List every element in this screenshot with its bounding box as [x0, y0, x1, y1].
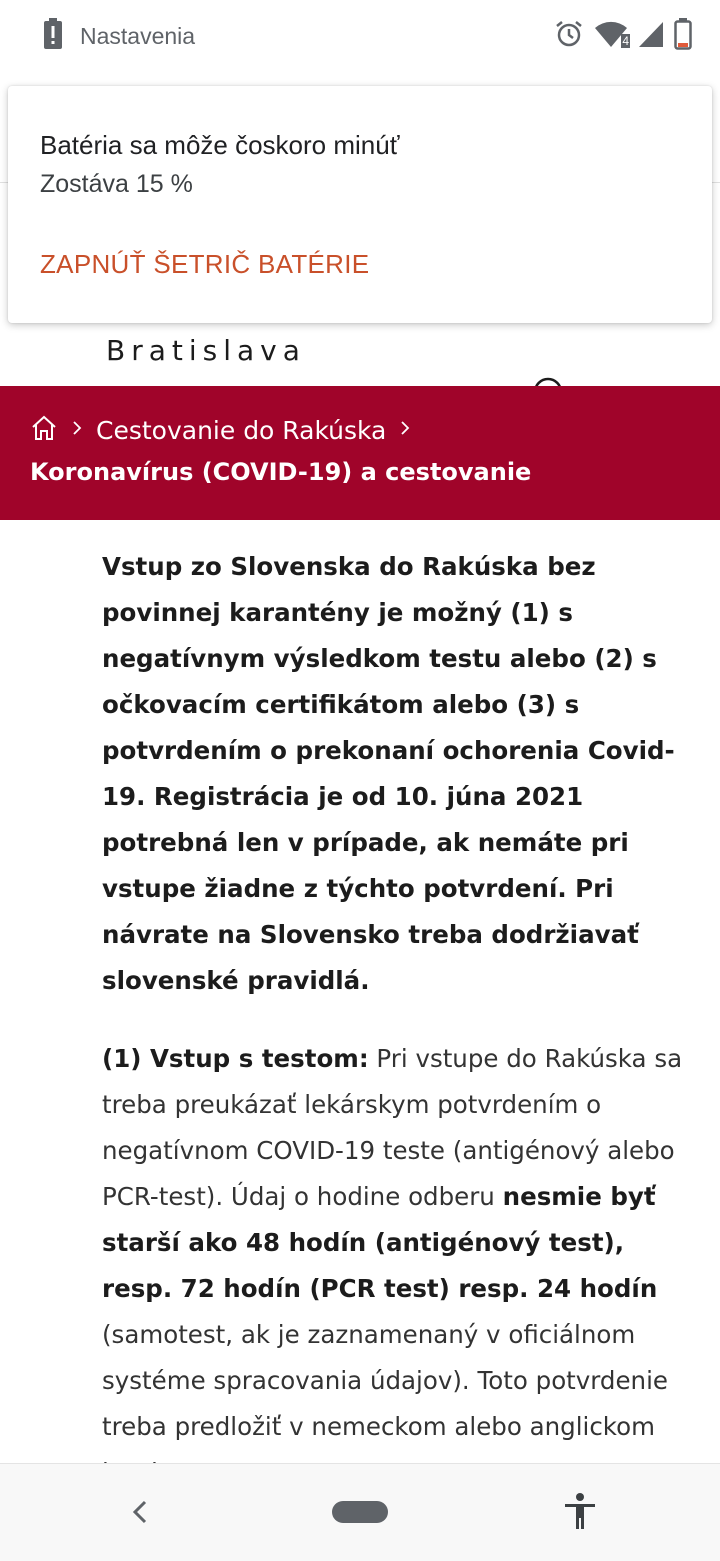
status-bar-right — [554, 18, 692, 50]
home-icon[interactable] — [30, 414, 58, 446]
notification-title: Batéria sa môže čoskoro minúť — [40, 130, 400, 160]
notification-text: Zostáva 15 % — [40, 170, 193, 198]
breadcrumb-current: Koronavírus (COVID-19) a cestovanie — [30, 458, 532, 486]
article-lead: Vstup zo Slovenska do Rakúska bez povinnej karantény je možný (1) s negatívnym výsledkom testu alebo (2) s očkovacím certifikátom alebo (3) s potvrdením o prekonaní ochorenia Covid-19. Registrácia je od 10. júna 2021 potrebná len v prípade, ak nemáte pri vstupe žiadne z týchto potvrdení. Pri návrate na Slovensko treba dodržiavať slovenské pravidlá. — [102, 552, 675, 995]
wifi-icon — [594, 20, 628, 48]
status-bar — [0, 0, 720, 72]
breadcrumb-separator — [400, 420, 410, 440]
system-nav-bar — [0, 1463, 720, 1561]
status-bar-left — [42, 18, 195, 54]
article-body — [102, 544, 697, 1460]
cell-signal-icon — [638, 20, 664, 48]
paragraph-text: (samotest, ak je zaznamenaný v oficiálnom systéme spracovania údajov). Toto potvrdenie treba predložiť v nemeckom alebo anglickom — [102, 1320, 668, 1441]
breadcrumb-separator — [72, 420, 82, 440]
breadcrumb-parent-link[interactable]: Cestovanie do Rakúska — [96, 415, 387, 445]
breadcrumb — [0, 386, 720, 520]
paragraph-heading: (1) Vstup s testom: — [102, 1044, 369, 1073]
battery-low-icon — [674, 18, 692, 50]
paragraph-text: Pri vstupe do Rakúska sa treba preukázať lekárskym potvrdením o negatívnom COVID-19 teste (antigénový alebo PCR-test). Údaj o hodine odberu — [102, 1044, 683, 1211]
paragraph-bold: nesmie byť starší ako 48 hodín (antigénový test), resp. 72 hodín (PCR test) resp. 24 hodín — [102, 1182, 658, 1303]
status-app-name: Nastavenia — [80, 22, 196, 49]
site-logo-text[interactable]: Bratislava — [106, 334, 306, 367]
home-pill-icon[interactable] — [332, 1501, 388, 1523]
signal-badge: 4 — [622, 34, 629, 48]
battery-saver-button[interactable]: ZAPNÚŤ ŠETRIČ BATÉRIE — [40, 249, 370, 279]
alarm-icon — [554, 19, 584, 49]
battery-notification[interactable] — [8, 86, 712, 323]
breadcrumb-row — [30, 414, 424, 446]
accessibility-icon[interactable] — [562, 1492, 598, 1536]
article-paragraph — [102, 1036, 697, 1496]
back-chevron-icon[interactable] — [124, 1494, 158, 1530]
battery-alert-icon — [42, 18, 64, 54]
